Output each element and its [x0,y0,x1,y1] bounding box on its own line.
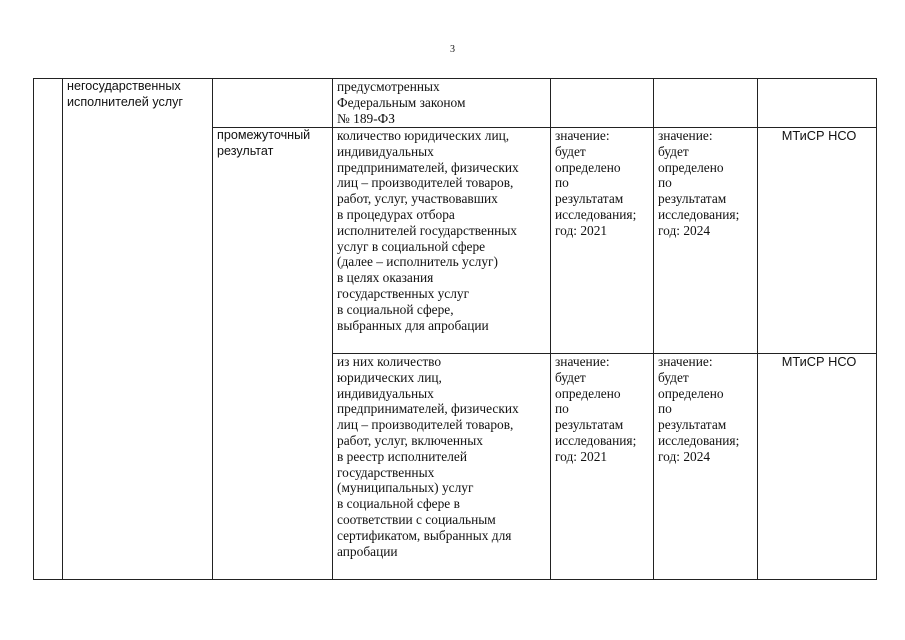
result-type-cell: промежуточный результат [213,128,333,580]
table-row [34,79,877,128]
base-value-cell: значение: будет определено по результатам исследования; год: 2021 [551,128,654,354]
indicator-name-cell: негосударственных исполнителей услуг [63,79,213,580]
row-number-cell [34,79,63,580]
indicator-description-cell: из них количество юридических лиц, индивидуальных предпринимателей, физических лиц – производителей товаров, работ, услуг, включенных в реестр исполнителей государственных (муниципальных) услуг в социальной сфере в соответствии с социальным сертификатом, выбранных для апробации [333,354,551,580]
indicators-table [33,78,877,580]
target-value-cell: значение: будет определено по результатам исследования; год: 2024 [654,354,758,580]
base-value-cell [551,79,654,128]
page-number: 3 [450,44,455,55]
result-type-cell [213,79,333,128]
executor-cell: МТиСР НСО [758,354,877,580]
indicator-description-cell: предусмотренных Федеральным законом № 189-ФЗ [333,79,551,128]
target-value-cell: значение: будет определено по результатам исследования; год: 2024 [654,128,758,354]
target-value-cell [654,79,758,128]
indicator-description-cell: количество юридических лиц, индивидуальных предпринимателей, физических лиц – производителей товаров, работ, услуг, участвовавших в процедурах отбора исполнителей государственных услуг в социальной сфере (далее – исполнитель услуг) в целях оказания государственных услуг в социальной сфере, выбранных для апробации [333,128,551,354]
executor-cell: МТиСР НСО [758,128,877,354]
base-value-cell: значение: будет определено по результатам исследования; год: 2021 [551,354,654,580]
executor-cell [758,79,877,128]
